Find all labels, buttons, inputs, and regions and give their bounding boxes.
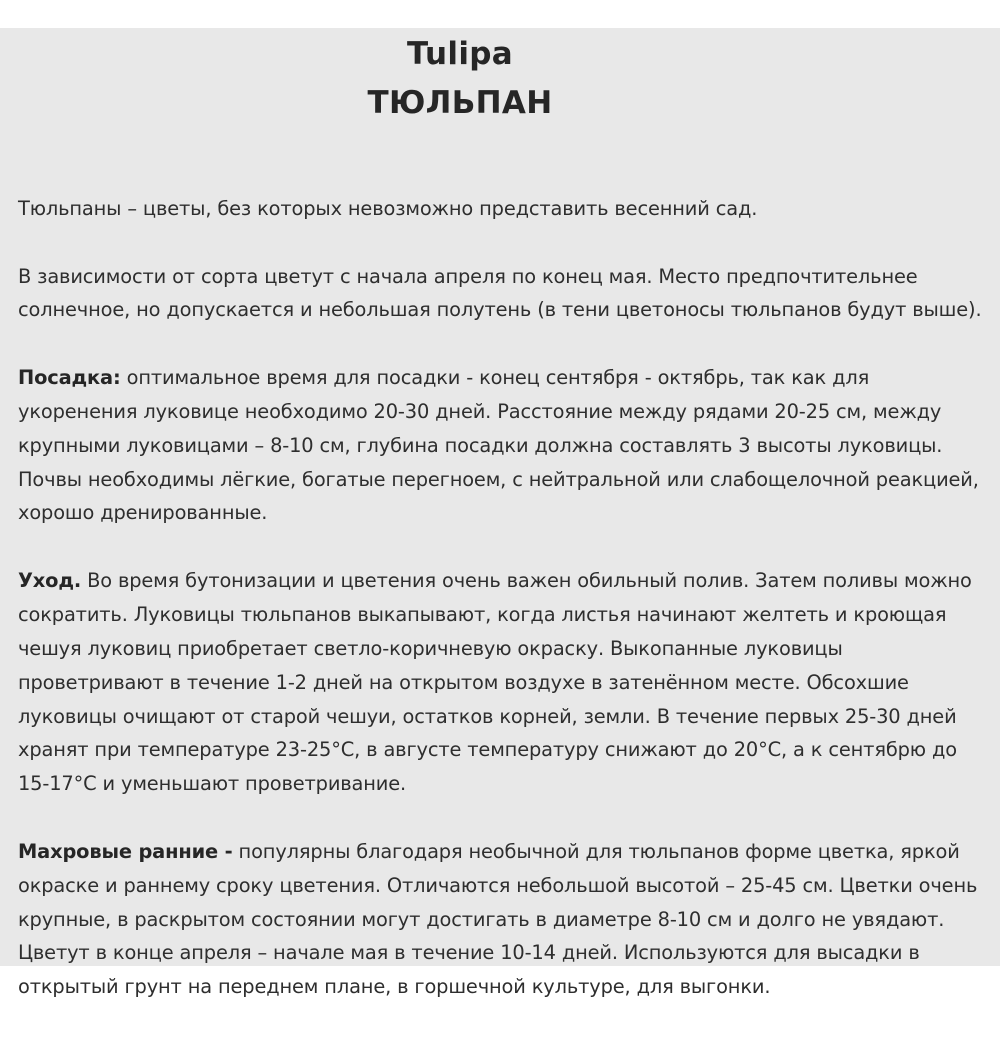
planting-paragraph bbox=[18, 361, 993, 530]
care-paragraph bbox=[18, 564, 993, 801]
double-early-paragraph bbox=[18, 835, 993, 1004]
planting-label: Посадка: bbox=[18, 366, 121, 390]
planting-text: оптимальное время для посадки - конец сентября - октябрь, так как для укоренения луковице необходимо 20-30 дней. Расстояние между рядами 20-25 см, между крупными луковицами – 8-10 см, глубина посадки должна составлять 3 высоты луковицы. Почвы необходимы лёгкие, богатые перегноем, с нейтральной или слабощелочной реакцией, хорошо дренированные. bbox=[18, 366, 979, 525]
intro-paragraph-2: В зависимости от сорта цветут с начала апреля по конец мая. Место предпочтительнее солнечное, но допускается и небольшая полутень (в тени цветоносы тюльпанов будут выше). bbox=[18, 264, 982, 322]
care-label: Уход. bbox=[18, 569, 82, 593]
label-sheet bbox=[0, 28, 1000, 999]
double-early-text: популярны благодаря необычной для тюльпанов форме цветка, яркой окраске и раннему сроку цветения. Отличаются небольшой высотой – 25-45 см. Цветки очень крупные, в раскрытом состоянии могут достигать в диаметре 8-10 см и долго не увядают. Цветут в конце апреля – начале мая в течение 10-14 дней. Используются для высадки в открытый грунт на переднем плане, в горшечной культуре, для выгонки. bbox=[18, 839, 978, 999]
intro-paragraph-1: Тюльпаны – цветы, без которых невозможно представить весенний сад. bbox=[18, 196, 758, 220]
description-body bbox=[18, 158, 993, 1038]
russian-title: ТЮЛЬПАН bbox=[367, 85, 553, 121]
double-early-label: Махровые ранние - bbox=[18, 839, 233, 863]
latin-title: Tulipa bbox=[407, 36, 513, 72]
care-text: Во время бутонизации и цветения очень важен обильный полив. Затем поливы можно сократить. Луковицы тюльпанов выкапывают, когда листья начинают желтеть и кроющая чешуя луковиц приобретает светло-коричневую окраску. Выкопанные луковицы проветривают в течение 1-2 дней на открытом воздухе в затенённом месте. Обсохшие луковицы очищают от старой чешуи, остатков корней, земли. В течение первых 25-30 дней хранят при температуре 23-25°С, в августе температуру снижают до 20°С, а к сентябрю до 15-17°С и уменьшают проветривание. bbox=[18, 569, 972, 796]
